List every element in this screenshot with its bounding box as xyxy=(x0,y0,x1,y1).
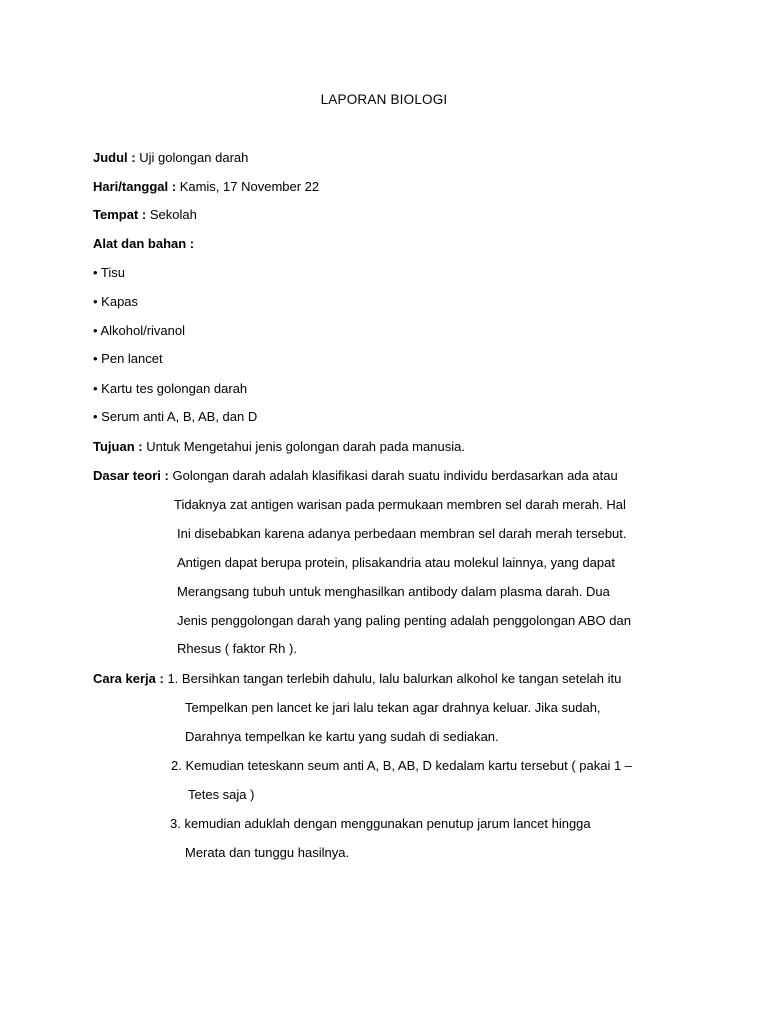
alat-item: • Pen lancet xyxy=(93,351,163,366)
hari-tanggal-label: Hari/tanggal : xyxy=(93,179,177,194)
dasar-teori-line xyxy=(93,468,618,484)
tujuan-line xyxy=(93,439,465,455)
tujuan-value: Untuk Mengetahui jenis golongan darah pada manusia. xyxy=(142,439,465,454)
judul-label: Judul : xyxy=(93,150,136,165)
tujuan-label: Tujuan : xyxy=(93,439,143,454)
judul-line xyxy=(93,150,248,166)
alat-item: • Tisu xyxy=(93,265,126,280)
dasar-teori-continuation: Tidaknya zat antigen warisan pada permukaan membren sel darah merah. Hal xyxy=(174,497,626,512)
judul-value: Uji golongan darah xyxy=(135,150,249,165)
cara-kerja-step3-continuation: Merata dan tunggu hasilnya. xyxy=(185,845,350,860)
dasar-teori-continuation: Antigen dapat berupa protein, plisakandria atau molekul lainnya, yang dapat xyxy=(177,555,615,570)
cara-kerja-step1-continuation: Darahnya tempelkan ke kartu yang sudah di sediakan. xyxy=(185,729,499,744)
dasar-teori-continuation: Rhesus ( faktor Rh ). xyxy=(177,641,297,656)
hari-tanggal-value: Kamis, 17 November 22 xyxy=(176,179,320,194)
dasar-teori-continuation: Ini disebabkan karena adanya perbedaan membran sel darah merah tersebut. xyxy=(177,526,627,541)
dasar-teori-text: Golongan darah adalah klasifikasi darah suatu individu berdasarkan ada atau xyxy=(168,468,618,483)
cara-kerja-step1-continuation: Tempelkan pen lancet ke jari lalu tekan agar drahnya keluar. Jika sudah, xyxy=(185,700,601,715)
tempat-label: Tempat : xyxy=(93,207,147,222)
alat-item: • Kartu tes golongan darah xyxy=(93,381,248,396)
document-title: LAPORAN BIOLOGI xyxy=(320,92,448,107)
tempat-value: Sekolah xyxy=(146,207,197,222)
dasar-teori-label: Dasar teori : xyxy=(93,468,169,483)
alat-item: • Alkohol/rivanol xyxy=(93,323,185,338)
dasar-teori-continuation: Merangsang tubuh untuk menghasilkan antibody dalam plasma darah. Dua xyxy=(177,584,610,599)
cara-kerja-label: Cara kerja : xyxy=(93,671,164,686)
cara-kerja-step3: 3. kemudian aduklah dengan menggunakan penutup jarum lancet hingga xyxy=(170,816,591,831)
cara-kerja-step2-continuation: Tetes saja ) xyxy=(188,787,255,802)
cara-kerja-line xyxy=(93,671,621,687)
hari-tanggal-line xyxy=(93,179,319,195)
dasar-teori-continuation: Jenis penggolongan darah yang paling penting adalah penggolongan ABO dan xyxy=(177,613,631,628)
alat-item: • Serum anti A, B, AB, dan D xyxy=(93,409,258,424)
alat-bahan-heading: Alat dan bahan : xyxy=(93,236,195,251)
tempat-line xyxy=(93,207,197,223)
cara-kerja-step2: 2. Kemudian teteskann seum anti A, B, AB, D kedalam kartu tersebut ( pakai 1 – xyxy=(171,758,633,773)
cara-kerja-step1: 1. Bersihkan tangan terlebih dahulu, lalu balurkan alkohol ke tangan setelah itu xyxy=(163,671,622,686)
alat-item: • Kapas xyxy=(93,294,139,309)
